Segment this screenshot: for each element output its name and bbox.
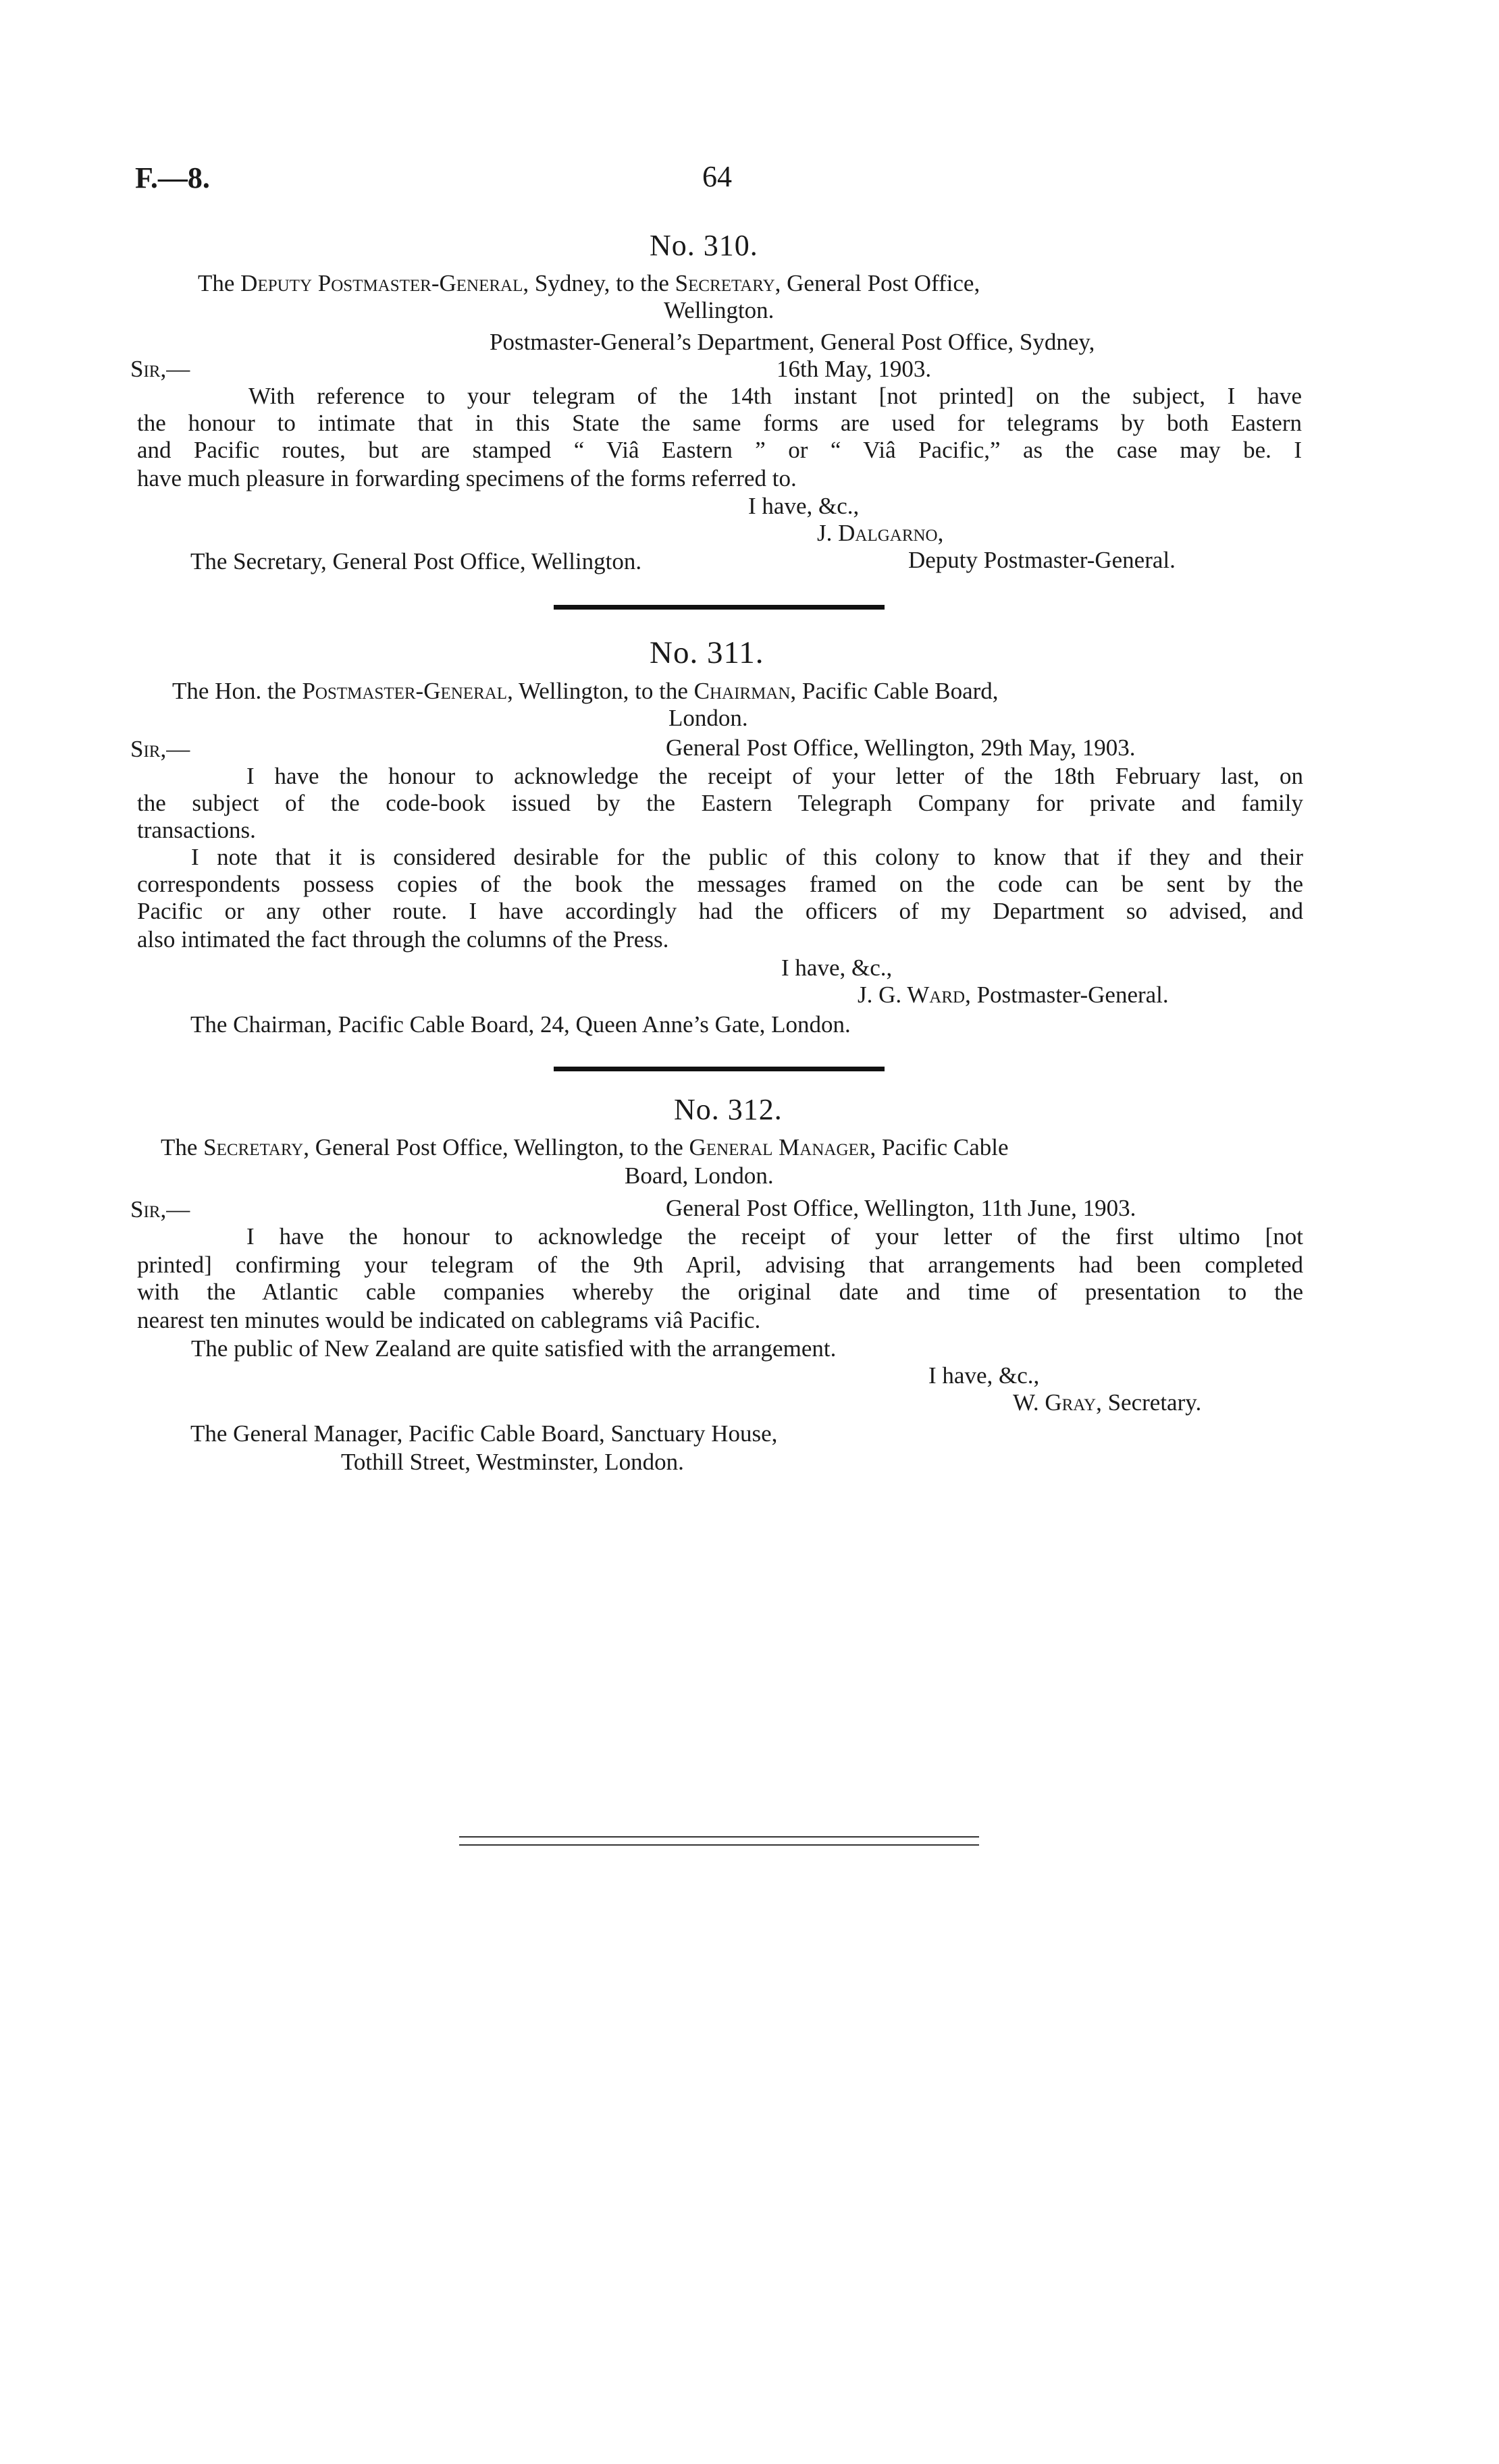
salutation: Sir,— (130, 736, 190, 762)
section-divider (554, 1067, 885, 1071)
letter-heading: The Secretary, General Post Office, Wellington, to the General Manager, Pacific Cable (161, 1134, 1009, 1160)
recipient: The General Manager, Pacific Cable Board, Sanctuary House, (190, 1420, 778, 1447)
letter-heading: The Hon. the Postmaster-General, Wellington, to the Chairman, Pacific Cable Board, (172, 678, 999, 704)
end-rule-top (459, 1836, 979, 1838)
body-line: correspondents possess copies of the book the messages framed on the code can be sent by the (137, 871, 1303, 897)
letter-number: No. 310. (650, 229, 758, 262)
letter-date: General Post Office, Wellington, 29th May, 1903. (666, 734, 1136, 761)
body-line: the subject of the code-book issued by the Eastern Telegraph Company for private and family (137, 790, 1303, 816)
signature: J. Dalgarno, (817, 520, 944, 546)
body-line: I have the honour to acknowledge the receipt of your letter of the first ultimo [not (246, 1223, 1303, 1250)
end-rule-bottom (459, 1844, 979, 1846)
body-line: Pacific or any other route. I have accordingly had the officers of my Department so advised, and (137, 898, 1303, 924)
closing: I have, &c., (928, 1362, 1040, 1389)
letter-heading-continued: Wellington. (664, 297, 774, 323)
letter-heading-continued: Board, London. (625, 1162, 774, 1189)
body-line: also intimated the fact through the columns of the Press. (137, 926, 669, 953)
closing: I have, &c., (748, 493, 860, 519)
letter-number: No. 311. (650, 635, 764, 670)
letter-date: 16th May, 1903. (777, 356, 932, 382)
body-line: the honour to intimate that in this State the same forms are used for telegrams by both Eastern (137, 410, 1302, 436)
letter-heading-continued: London. (668, 705, 748, 731)
body-line: and Pacific routes, but are stamped “ Viâ Eastern ” or “ Viâ Pacific,” as the case may be. I (137, 437, 1302, 463)
salutation: Sir,— (130, 1196, 190, 1223)
body-line: with the Atlantic cable companies whereby the original date and time of presentation to the (137, 1279, 1303, 1305)
document-series-code: F.—8. (135, 161, 210, 194)
sender-address: Postmaster-General’s Department, General Post Office, Sydney, (490, 329, 1095, 355)
body-line: have much pleasure in forwarding specimens of the forms referred to. (137, 465, 797, 491)
body-line: I note that it is considered desirable for the public of this colony to know that if they and their (191, 844, 1303, 870)
recipient: The Secretary, General Post Office, Wellington. (190, 548, 642, 574)
signatory-title: Deputy Postmaster-General. (908, 547, 1176, 573)
section-divider (554, 605, 885, 610)
page-number: 64 (702, 160, 732, 193)
recipient-continued: Tothill Street, Westminster, London. (341, 1449, 684, 1475)
letter-date: General Post Office, Wellington, 11th June, 1903. (666, 1195, 1136, 1221)
body-line: printed] confirming your telegram of the 9th April, advising that arrangements had been completed (137, 1252, 1303, 1278)
body-line: nearest ten minutes would be indicated on cablegrams viâ Pacific. (137, 1307, 761, 1333)
recipient: The Chairman, Pacific Cable Board, 24, Queen Anne’s Gate, London. (190, 1011, 851, 1038)
signature-line: W. Gray, Secretary. (1013, 1389, 1202, 1416)
signature-line: J. G. Ward, Postmaster-General. (858, 982, 1169, 1008)
body-line: I have the honour to acknowledge the receipt of your letter of the 18th February last, on (246, 763, 1303, 789)
letter-heading: The Deputy Postmaster-General, Sydney, to the Secretary, General Post Office, (198, 270, 980, 296)
closing: I have, &c., (781, 955, 893, 981)
letter-number: No. 312. (674, 1093, 783, 1126)
body-line: The public of New Zealand are quite satisfied with the arrangement. (191, 1335, 837, 1362)
salutation: Sir,— (130, 356, 190, 382)
body-line: With reference to your telegram of the 14th instant [not printed] on the subject, I have (248, 383, 1302, 409)
body-line: transactions. (137, 817, 256, 843)
